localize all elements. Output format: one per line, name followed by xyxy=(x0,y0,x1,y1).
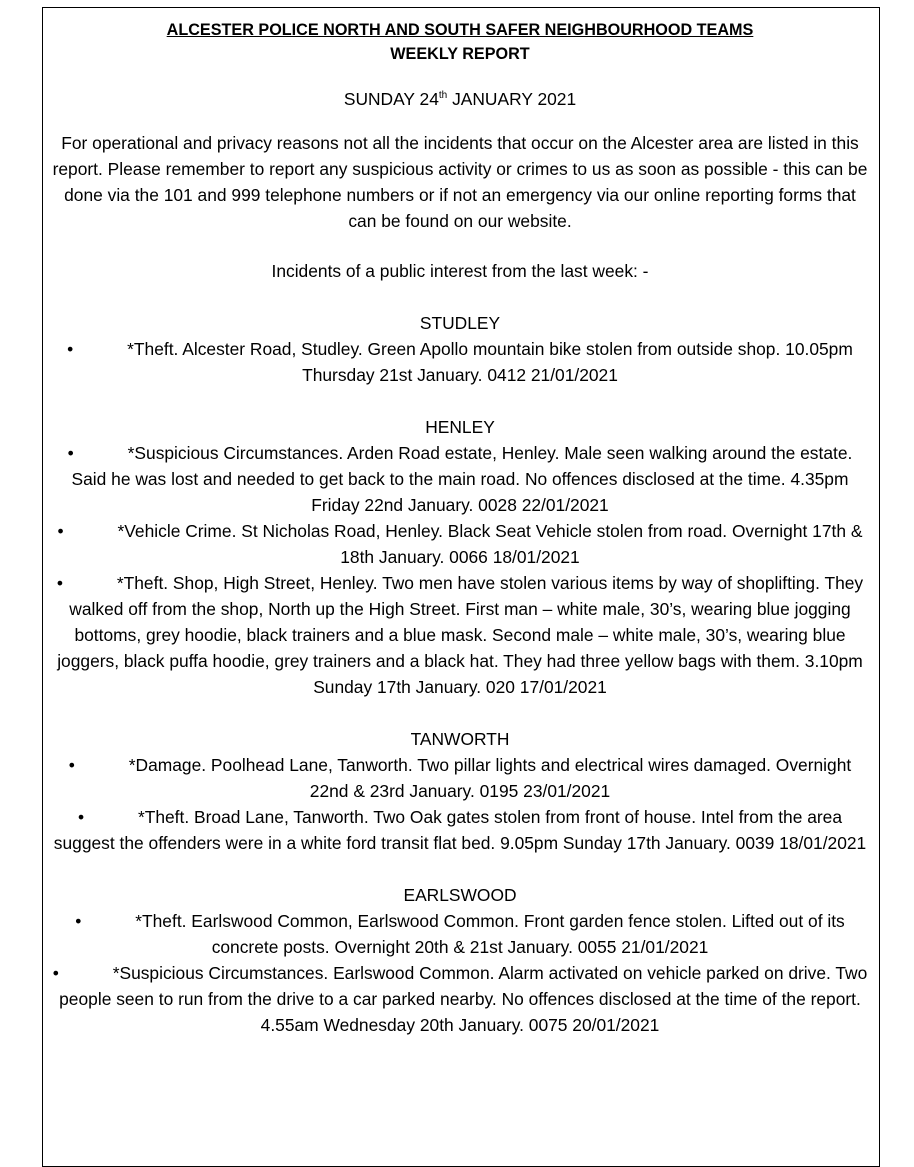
intro-paragraph: For operational and privacy reasons not all the incidents that occur on the Alcester area are listed in this report. Please remember to report any suspicious activity or crimes to us as soon as possible - this can be done via the 101 and 999 telephone numbers or if not an emergency via our online reporting forms that can be found on our website. xyxy=(52,133,868,231)
section-henley xyxy=(50,414,870,700)
incident-item xyxy=(50,960,870,1038)
section-tanworth xyxy=(50,726,870,856)
report-date xyxy=(50,86,870,112)
section-heading: TANWORTH xyxy=(410,729,510,749)
incident-text: *Theft. Broad Lane, Tanworth. Two Oak gates stolen from front of house. Intel from the area suggest the offenders were in a white ford transit flat bed. 9.05pm Sunday 17th January. 0039 18/01/2021 xyxy=(53,807,867,853)
bullet-icon: • xyxy=(67,443,74,463)
bullet-icon: • xyxy=(52,963,59,983)
incident-text: *Theft. Alcester Road, Studley. Green Apollo mountain bike stolen from outside shop. 10.05pm Thursday 21st January. 0412 21/01/2021 xyxy=(127,339,853,385)
incident-item xyxy=(50,908,870,960)
report-date-day: SUNDAY 24 xyxy=(343,89,439,109)
bullet-icon: • xyxy=(75,911,82,931)
bullet-icon: • xyxy=(56,573,63,593)
section-heading: EARLSWOOD xyxy=(403,885,517,905)
incident-text: *Damage. Poolhead Lane, Tanworth. Two pillar lights and electrical wires damaged. Overnight 22nd & 23rd January. 0195 23/01/2021 xyxy=(128,755,852,801)
incident-text: *Theft. Earlswood Common, Earlswood Common. Front garden fence stolen. Lifted out of its concrete posts. Overnight 20th & 21st January. 0055 21/01/2021 xyxy=(135,911,845,957)
report-subtitle: WEEKLY REPORT xyxy=(390,45,530,63)
report-title: ALCESTER POLICE NORTH AND SOUTH SAFER NEIGHBOURHOOD TEAMS xyxy=(166,21,754,39)
incidents-lead: Incidents of a public interest from the last week: - xyxy=(271,261,649,281)
weekly-report-document xyxy=(50,18,870,1038)
incident-text: *Theft. Shop, High Street, Henley. Two men have stolen various items by way of shoplifting. They walked off from the shop, North up the High Street. First man – white male, 30’s, wearing blue jogging bottoms, grey hoodie, black trainers and a blue mask. Second male – white male, 30’s, wearing blue joggers, black puffa hoodie, grey trainers and a black hat. They had three yellow bags with them. 3.10pm Sunday 17th January. 020 17/01/2021 xyxy=(57,573,864,697)
incident-item xyxy=(50,336,870,388)
incident-item xyxy=(50,440,870,518)
section-studley xyxy=(50,310,870,388)
bullet-icon: • xyxy=(57,521,64,541)
incident-item xyxy=(50,752,870,804)
incident-item xyxy=(50,804,870,856)
incident-item xyxy=(50,518,870,570)
section-earlswood xyxy=(50,882,870,1038)
bullet-icon: • xyxy=(67,339,74,359)
report-date-ordinal: th xyxy=(438,90,448,101)
incident-text: *Suspicious Circumstances. Arden Road estate, Henley. Male seen walking around the estate. Said he was lost and needed to get back to the main road. No offences disclosed at the time. 4.35pm Friday 22nd January. 0028 22/01/2021 xyxy=(71,443,853,515)
report-date-month-year: JANUARY 2021 xyxy=(447,89,577,109)
section-heading: HENLEY xyxy=(425,417,495,437)
incident-text: *Vehicle Crime. St Nicholas Road, Henley. Black Seat Vehicle stolen from road. Overnight 17th & 18th January. 0066 18/01/2021 xyxy=(117,521,863,567)
section-heading: STUDLEY xyxy=(419,313,501,333)
bullet-icon: • xyxy=(77,807,85,827)
bullet-icon: • xyxy=(68,755,75,775)
incident-item xyxy=(50,570,870,700)
incident-text: *Suspicious Circumstances. Earlswood Common. Alarm activated on vehicle parked on drive. Two people seen to run from the drive to a car parked nearby. No offences disclosed at the time of the report. 4.55am Wednesday 20th January. 0075 20/01/2021 xyxy=(59,963,868,1035)
